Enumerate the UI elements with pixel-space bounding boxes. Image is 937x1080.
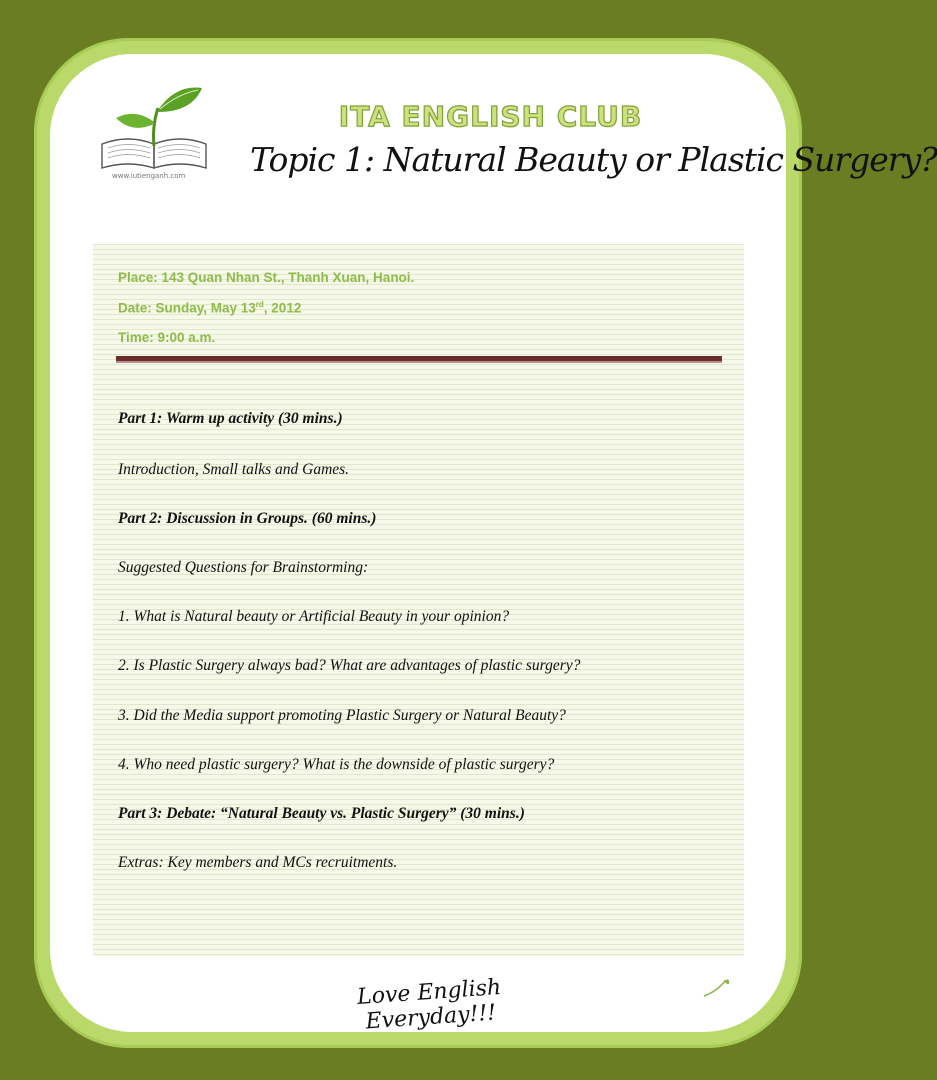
question-4: 4. Who need plastic surgery? What is the downside of plastic surgery? bbox=[118, 756, 555, 773]
lined-paper-panel bbox=[93, 244, 744, 956]
part3-title: Part 3: Debate: “Natural Beauty vs. Plastic Surgery” (30 mins.) bbox=[118, 805, 525, 822]
section-divider bbox=[116, 356, 722, 363]
part1-text: Introduction, Small talks and Games. bbox=[118, 461, 350, 478]
extras-line: Extras: Key members and MCs recruitments. bbox=[118, 854, 398, 871]
sprout-book-icon bbox=[94, 82, 214, 182]
footer-slogan: Love English Everyday!!! bbox=[356, 975, 502, 1035]
club-title: ITA ENGLISH CLUB bbox=[338, 100, 643, 133]
date-line: Date: Sunday, May 13rd, 2012 bbox=[118, 300, 302, 316]
leaf-icon bbox=[702, 976, 732, 1000]
question-2: 2. Is Plastic Surgery always bad? What are advantages of plastic surgery? bbox=[118, 657, 581, 674]
question-1: 1. What is Natural beauty or Artificial Beauty in your opinion? bbox=[118, 608, 510, 625]
part2-intro: Suggested Questions for Brainstorming: bbox=[118, 559, 369, 576]
topic-title: Topic 1: Natural Beauty or Plastic Surgery? bbox=[250, 140, 937, 179]
question-3: 3. Did the Media support promoting Plastic Surgery or Natural Beauty? bbox=[118, 707, 566, 724]
time-line: Time: 9:00 a.m. bbox=[118, 330, 216, 345]
place-line: Place: 143 Quan Nhan St., Thanh Xuan, Hanoi. bbox=[118, 270, 415, 285]
part1-title: Part 1: Warm up activity (30 mins.) bbox=[118, 410, 343, 427]
logo-url: www.iutienganh.com bbox=[112, 172, 186, 180]
part2-title: Part 2: Discussion in Groups. (60 mins.) bbox=[118, 510, 377, 527]
